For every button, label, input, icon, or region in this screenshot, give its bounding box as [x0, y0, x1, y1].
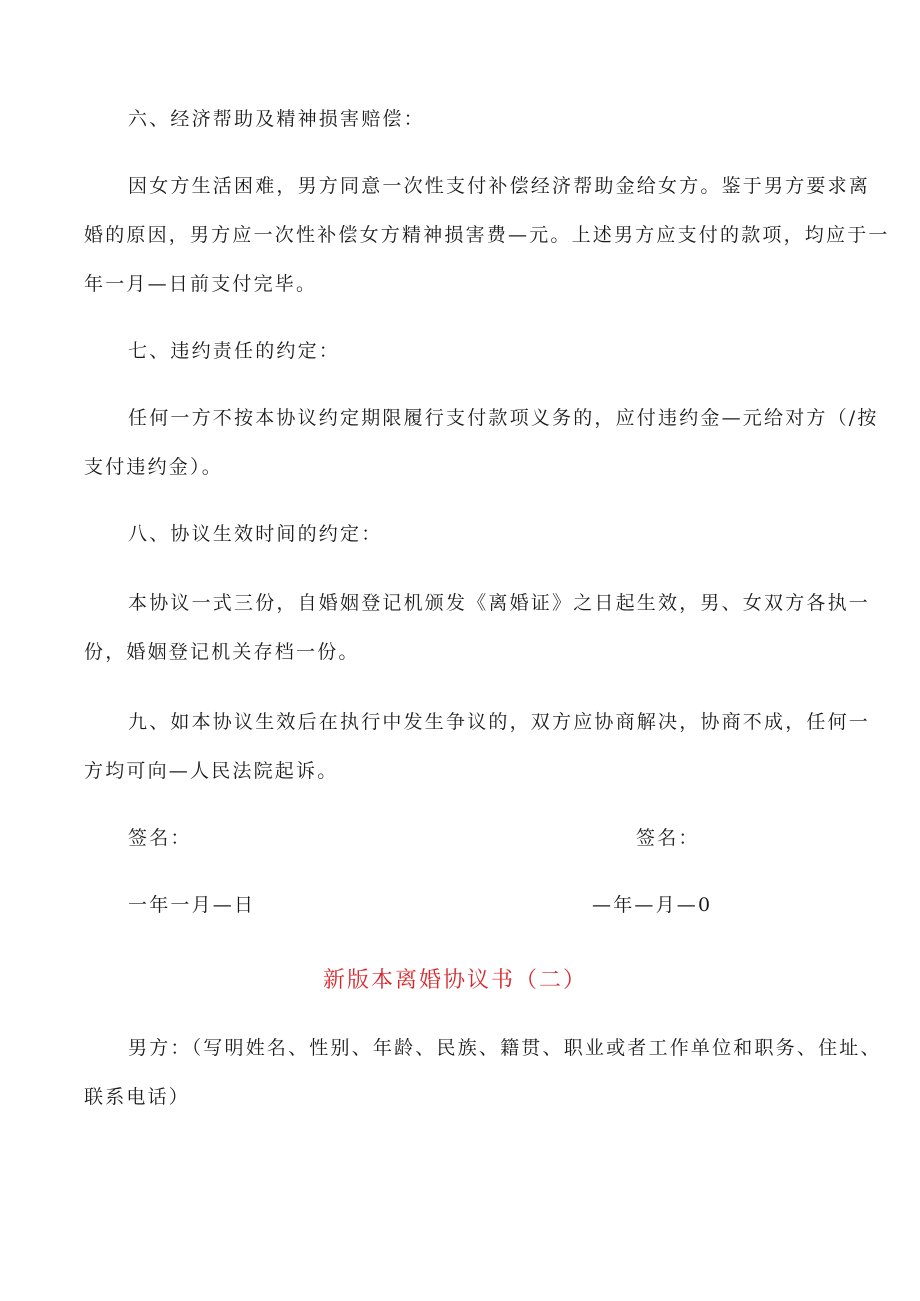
- section6-line-3: 年一月—日前支付完毕。: [84, 273, 318, 295]
- section6-line-2: 婚的原因，男方应一次性补偿女方精神损害费—元。上述男方应支付的款项，均应于一: [84, 224, 890, 246]
- section9-line-2: 方均可向—人民法院起诉。: [84, 760, 339, 782]
- next-doc-line-2: 联系电话）: [84, 1086, 191, 1108]
- signature-date-left: 一年一月—日: [128, 894, 256, 916]
- section8-line-2: 份，婚姻登记机关存档一份。: [84, 641, 360, 663]
- section6-line-1: 因女方生活困难，男方同意一次性支付补偿经济帮助金给女方。鉴于男方要求离: [128, 175, 871, 197]
- signature-label-left: 签名：: [128, 827, 192, 849]
- signature-date-right: —年—月—0: [592, 894, 713, 916]
- next-document-title: 新版本离婚协议书（二）: [322, 968, 587, 993]
- section7-heading: 七、违约责任的约定：: [128, 340, 341, 362]
- signature-label-right: 签名：: [636, 827, 700, 849]
- section7-line-2: 支付违约金）。: [84, 456, 223, 478]
- section9-line-1: 九、如本协议生效后在执行中发生争议的，双方应协商解决，协商不成，任何一: [128, 711, 871, 733]
- section6-heading: 六、经济帮助及精神损害赔偿：: [128, 108, 425, 130]
- next-doc-line-1: 男方：（写明姓名、性别、年龄、民族、籍贯、职业或者工作单位和职务、住址、: [128, 1037, 882, 1059]
- section8-line-1: 本协议一式三份，自婚姻登记机颁发《离婚证》之日起生效，男、女双方各执一: [128, 592, 871, 614]
- section8-heading: 八、协议生效时间的约定：: [128, 523, 383, 545]
- section7-line-1: 任何一方不按本协议约定期限履行支付款项义务的，应付违约金—元给对方（/按: [128, 407, 879, 429]
